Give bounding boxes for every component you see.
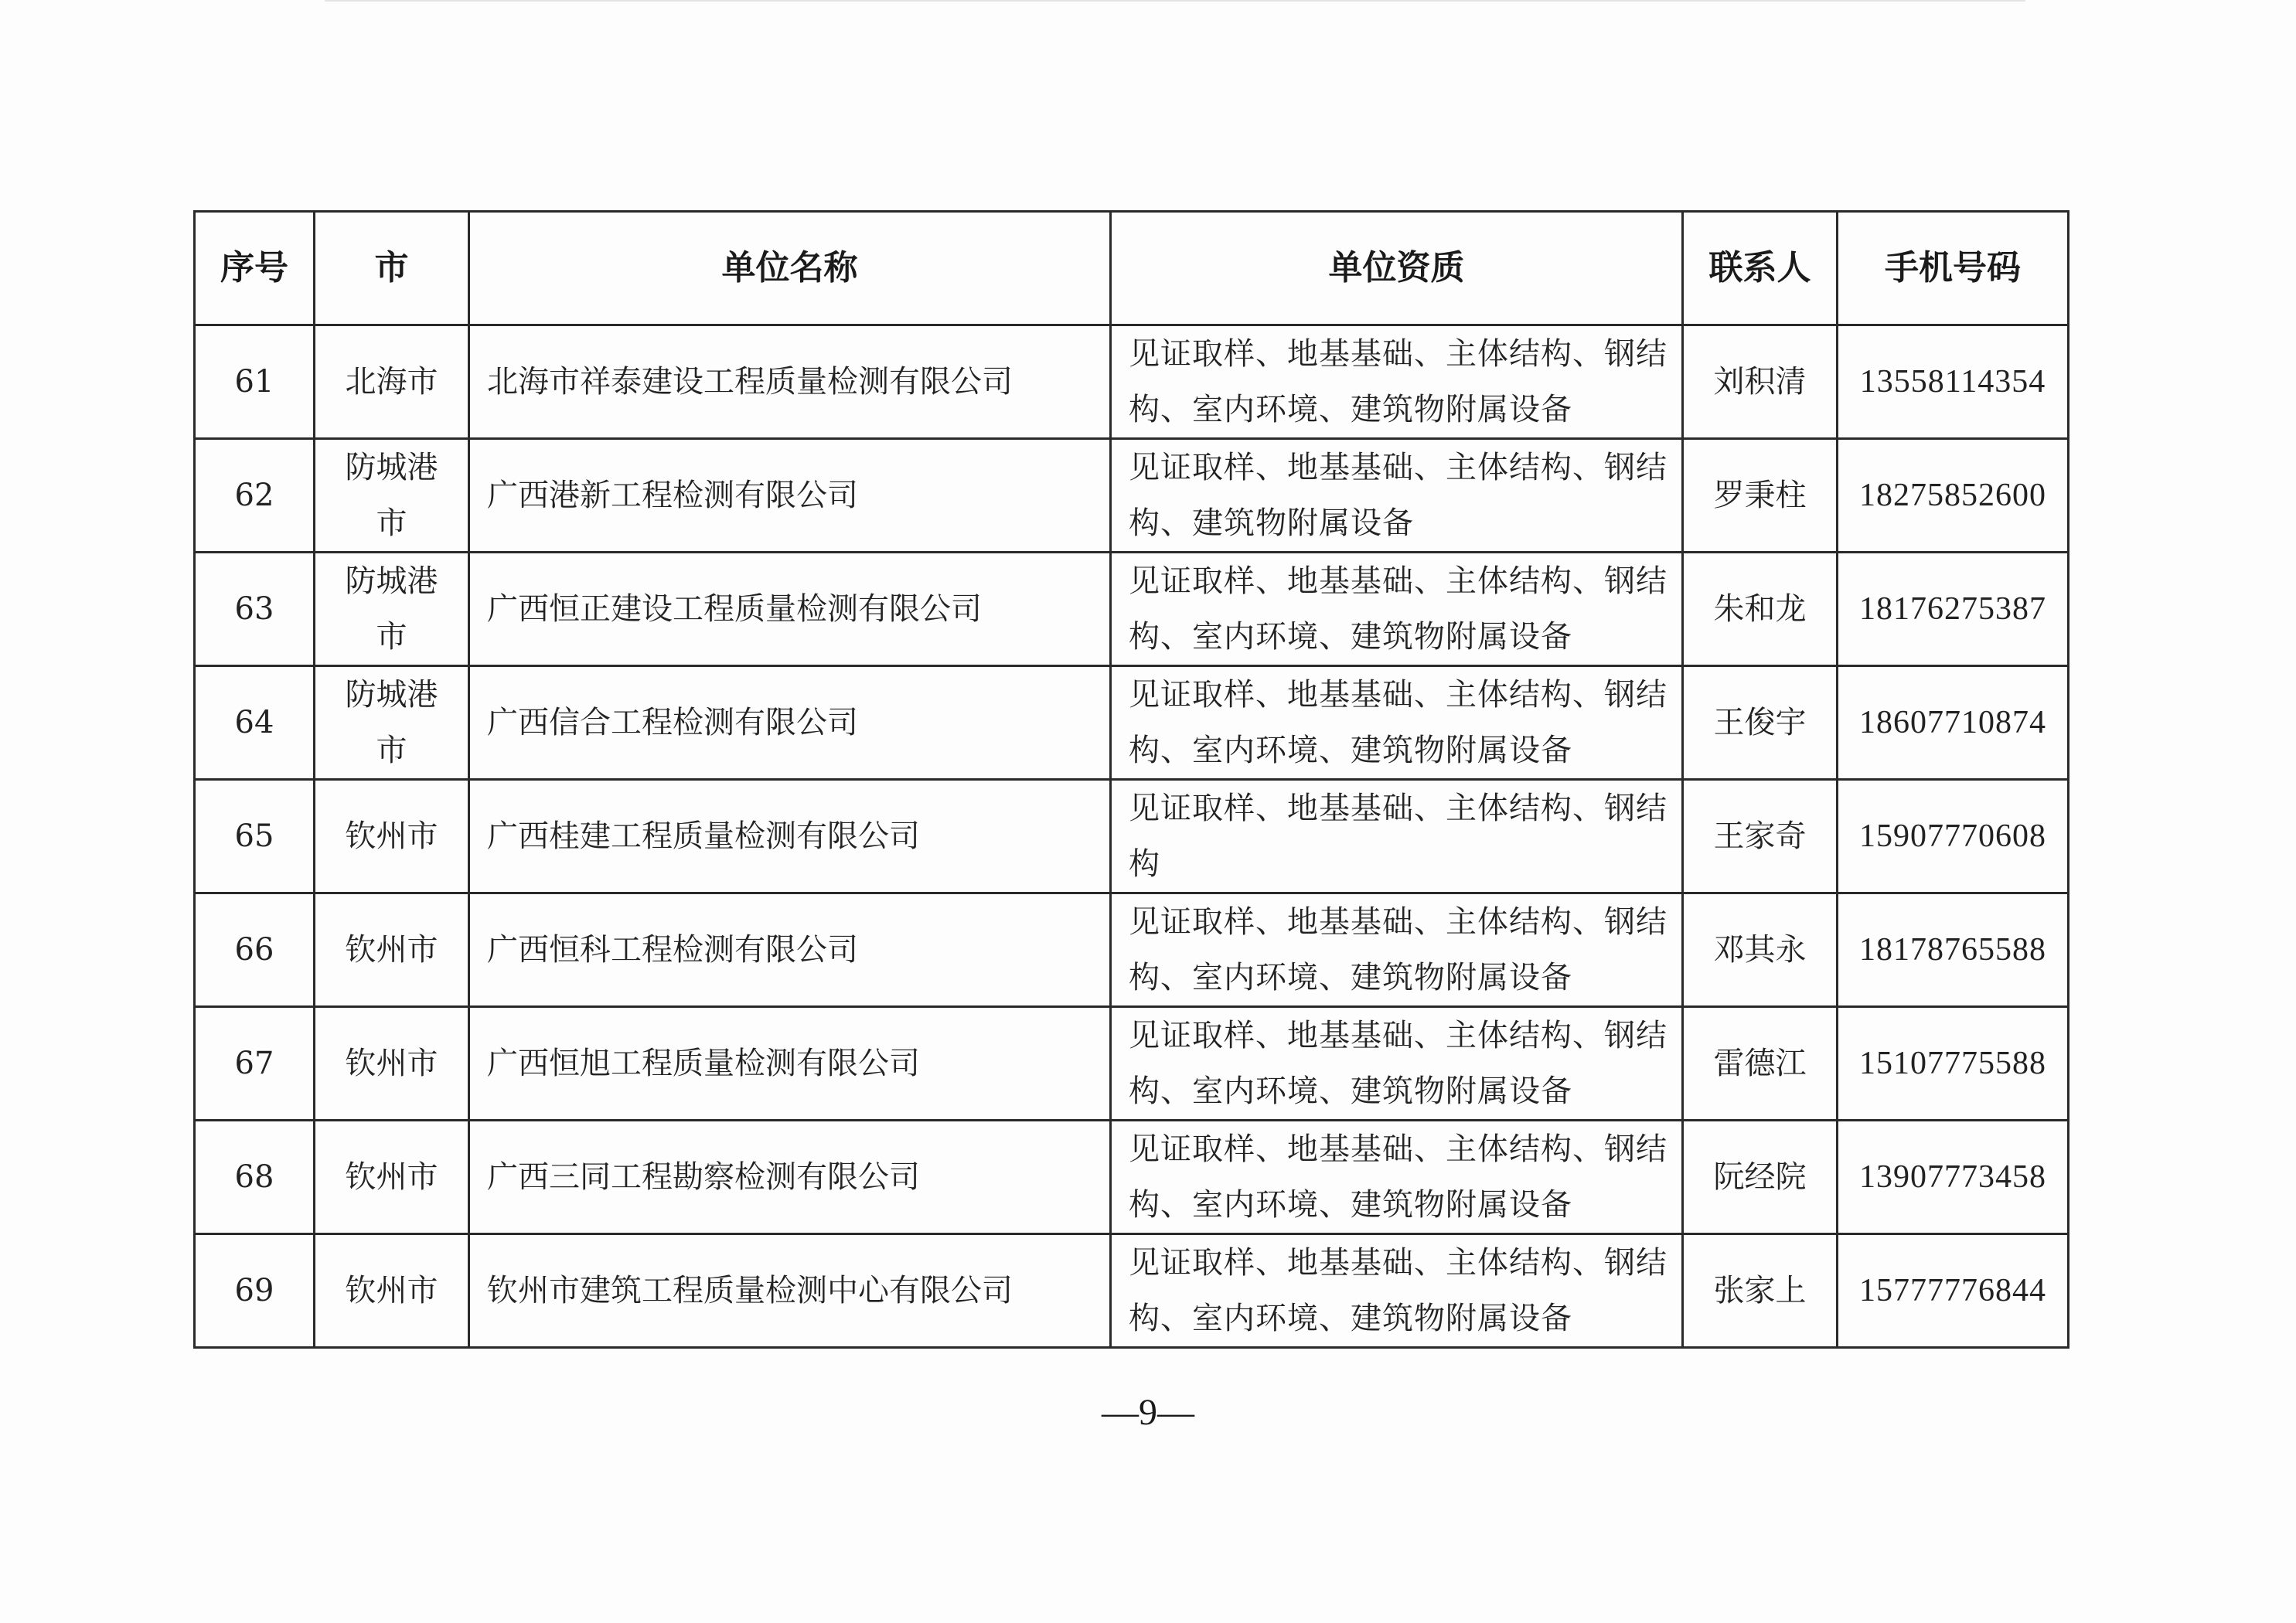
cell-name: 广西港新工程检测有限公司 — [469, 439, 1111, 553]
cell-contact: 刘积清 — [1683, 325, 1838, 439]
cell-qualification: 见证取样、地基基础、主体结构、钢结构、室内环境、建筑物附属设备 — [1111, 553, 1683, 666]
cell-contact: 雷德江 — [1683, 1007, 1838, 1121]
cell-seq: 61 — [195, 325, 315, 439]
cell-qualification: 见证取样、地基基础、主体结构、钢结构、室内环境、建筑物附属设备 — [1111, 1121, 1683, 1234]
page-number: —9— — [1102, 1392, 1194, 1433]
cell-seq: 64 — [195, 666, 315, 780]
cell-seq: 63 — [195, 553, 315, 666]
cell-seq: 67 — [195, 1007, 315, 1121]
enterprise-table — [193, 210, 2069, 1349]
table-row — [195, 439, 2069, 553]
table-row — [195, 1234, 2069, 1348]
cell-city: 钦州市 — [315, 1007, 469, 1121]
cell-contact: 张家上 — [1683, 1234, 1838, 1348]
cell-seq: 69 — [195, 1234, 315, 1348]
cell-contact: 罗秉柱 — [1683, 439, 1838, 553]
cell-city: 钦州市 — [315, 780, 469, 893]
cell-city: 钦州市 — [315, 893, 469, 1007]
cell-contact: 朱和龙 — [1683, 553, 1838, 666]
cell-phone: 18275852600 — [1838, 439, 2069, 553]
table-row — [195, 1121, 2069, 1234]
cell-name: 广西桂建工程质量检测有限公司 — [469, 780, 1111, 893]
cell-phone: 15907770608 — [1838, 780, 2069, 893]
cell-phone: 13558114354 — [1838, 325, 2069, 439]
header-qualification: 单位资质 — [1111, 212, 1683, 325]
cell-qualification: 见证取样、地基基础、主体结构、钢结构、室内环境、建筑物附属设备 — [1111, 666, 1683, 780]
cell-seq: 68 — [195, 1121, 315, 1234]
cell-phone: 18178765588 — [1838, 893, 2069, 1007]
cell-seq: 65 — [195, 780, 315, 893]
cell-qualification: 见证取样、地基基础、主体结构、钢结构、室内环境、建筑物附属设备 — [1111, 893, 1683, 1007]
header-city: 市 — [315, 212, 469, 325]
cell-name: 广西恒旭工程质量检测有限公司 — [469, 1007, 1111, 1121]
cell-city: 防城港市 — [315, 553, 469, 666]
cell-name: 北海市祥泰建设工程质量检测有限公司 — [469, 325, 1111, 439]
cell-city: 防城港市 — [315, 439, 469, 553]
cell-phone: 18176275387 — [1838, 553, 2069, 666]
cell-name: 广西恒正建设工程质量检测有限公司 — [469, 553, 1111, 666]
cell-contact: 王俊宇 — [1683, 666, 1838, 780]
header-seq: 序号 — [195, 212, 315, 325]
header-phone: 手机号码 — [1838, 212, 2069, 325]
header-contact: 联系人 — [1683, 212, 1838, 325]
cell-name: 广西三同工程勘察检测有限公司 — [469, 1121, 1111, 1234]
cell-city: 钦州市 — [315, 1234, 469, 1348]
header-name: 单位名称 — [469, 212, 1111, 325]
cell-qualification: 见证取样、地基基础、主体结构、钢结构、室内环境、建筑物附属设备 — [1111, 325, 1683, 439]
cell-contact: 王家奇 — [1683, 780, 1838, 893]
cell-contact: 阮经院 — [1683, 1121, 1838, 1234]
cell-qualification: 见证取样、地基基础、主体结构、钢结构、室内环境、建筑物附属设备 — [1111, 1007, 1683, 1121]
table-row — [195, 893, 2069, 1007]
scan-edge-mark — [325, 0, 2025, 2]
cell-name: 广西恒科工程检测有限公司 — [469, 893, 1111, 1007]
cell-qualification: 见证取样、地基基础、主体结构、钢结构 — [1111, 780, 1683, 893]
cell-city: 防城港市 — [315, 666, 469, 780]
table-row — [195, 553, 2069, 666]
table-row — [195, 780, 2069, 893]
cell-seq: 66 — [195, 893, 315, 1007]
table-row — [195, 666, 2069, 780]
cell-qualification: 见证取样、地基基础、主体结构、钢结构、建筑物附属设备 — [1111, 439, 1683, 553]
table-row — [195, 325, 2069, 439]
cell-phone: 18607710874 — [1838, 666, 2069, 780]
cell-city: 钦州市 — [315, 1121, 469, 1234]
table-header-row — [195, 212, 2069, 325]
cell-phone: 13907773458 — [1838, 1121, 2069, 1234]
cell-phone: 15777776844 — [1838, 1234, 2069, 1348]
cell-name: 广西信合工程检测有限公司 — [469, 666, 1111, 780]
cell-name: 钦州市建筑工程质量检测中心有限公司 — [469, 1234, 1111, 1348]
cell-city: 北海市 — [315, 325, 469, 439]
cell-qualification: 见证取样、地基基础、主体结构、钢结构、室内环境、建筑物附属设备 — [1111, 1234, 1683, 1348]
table-row — [195, 1007, 2069, 1121]
cell-seq: 62 — [195, 439, 315, 553]
cell-contact: 邓其永 — [1683, 893, 1838, 1007]
cell-phone: 15107775588 — [1838, 1007, 2069, 1121]
